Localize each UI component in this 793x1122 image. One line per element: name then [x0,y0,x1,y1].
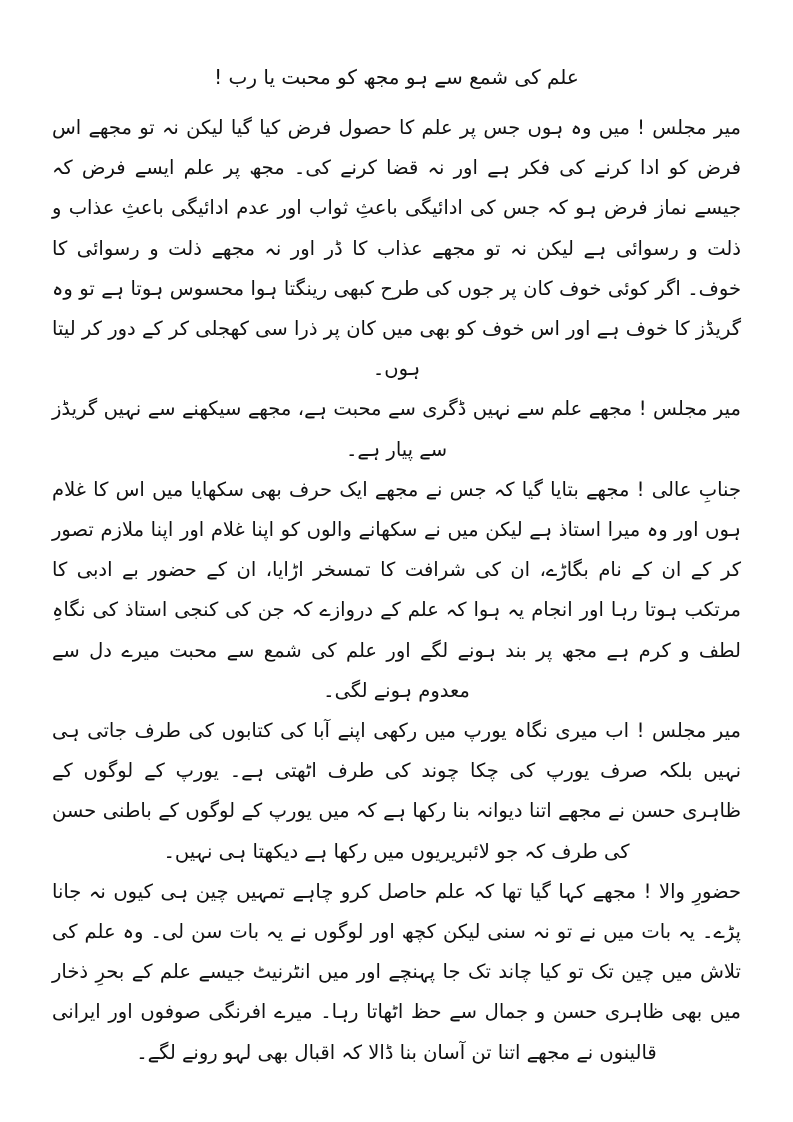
paragraph-4: میر مجلس ! اب میری نگاہ یورپ میں رکھی اپنے آبا کی کتابوں کی طرف جاتی ہی نہیں بلکہ صرف یورپ کی چکا چوند کی طرف اٹھتی ہے۔ یورپ کے لوگوں کے ظاہری حسن نے مجھے اتنا دیوانہ بنا رکھا ہے کہ میں یورپ کے لوگوں کے باطنی حسن کی طرف کہ جو لائبریریوں میں رکھا ہے دیکھتا ہی نہیں۔ [52,719,741,863]
paragraph-3: جنابِ عالی ! مجھے بتایا گیا کہ جس نے مجھے ایک حرف بھی سکھایا میں اس کا غلام ہوں اور وہ میرا استاذ ہے لیکن میں نے سکھانے والوں کو اپنا غلام اور اپنا ملازم تصور کر کے ان کے نام بگاڑے، ان کی شرافت کا تمسخر اڑایا، ان کے حضور بے ادبی کا مرتکب ہوتا رہا اور انجام یہ ہوا کہ علم کے دروازے کہ جن کی کنجی استاذ کی نگاہِ لطف و کرم ہے مجھ پر بند ہونے لگے اور علم کی شمع سے محبت میرے دل سے معدوم ہونے لگی۔ [52,477,741,702]
paragraph-1: میر مجلس ! میں وہ ہوں جس پر علم کا حصول فرض کیا گیا لیکن نہ تو مجھے اس فرض کو ادا کرنے کی فکر ہے اور نہ قضا کرنے کی۔ مجھ پر علم ایسے فرض کہ جیسے نماز فرض ہو کہ جس کی ادائیگی باعثِ ثواب اور عدم ادائیگی باعثِ عذاب و ذلت و رسوائی ہے لیکن نہ تو مجھے عذاب کا ڈر اور نہ مجھے ذلت و رسوائی کا خوف۔ اگر کوئی خوف کان پر جوں کی طرح کبھی رینگتا ہوا محسوس ہوتا ہے تو وہ گریڈز کا خوف ہے اور اس خوف کو بھی میں کان پر ذرا سی کھجلی کر کے دور کر لیتا ہوں۔ [52,116,741,381]
document-body [52,108,741,1073]
paragraph-2: میر مجلس ! مجھے علم سے نہیں ڈگری سے محبت ہے، مجھے سیکھنے سے نہیں گریڈز سے پیار ہے۔ [52,397,741,461]
paragraph-5: حضورِ والا ! مجھے کہا گیا تھا کہ علم حاصل کرو چاہے تمہیں چین ہی کیوں نہ جانا پڑے۔ یہ بات میں نے تو نہ سنی لیکن کچھ اور لوگوں نے یہ بات سن لی۔ وہ علم کی تلاش میں چین تک تو کیا چاند تک جا پہنچے اور میں انٹرنیٹ جیسے علم کے بحرِ ذخار میں بھی ظاہری حسن و جمال سے حظ اٹھاتا رہا۔ میرے افرنگی صوفوں اور ایرانی قالینوں نے مجھے اتنا تن آسان بنا ڈالا کہ اقبال بھی لہو رونے لگے۔ [52,879,741,1064]
document-title: علم کی شمع سے ہو مجھ کو محبت یا رب ! [214,65,579,89]
